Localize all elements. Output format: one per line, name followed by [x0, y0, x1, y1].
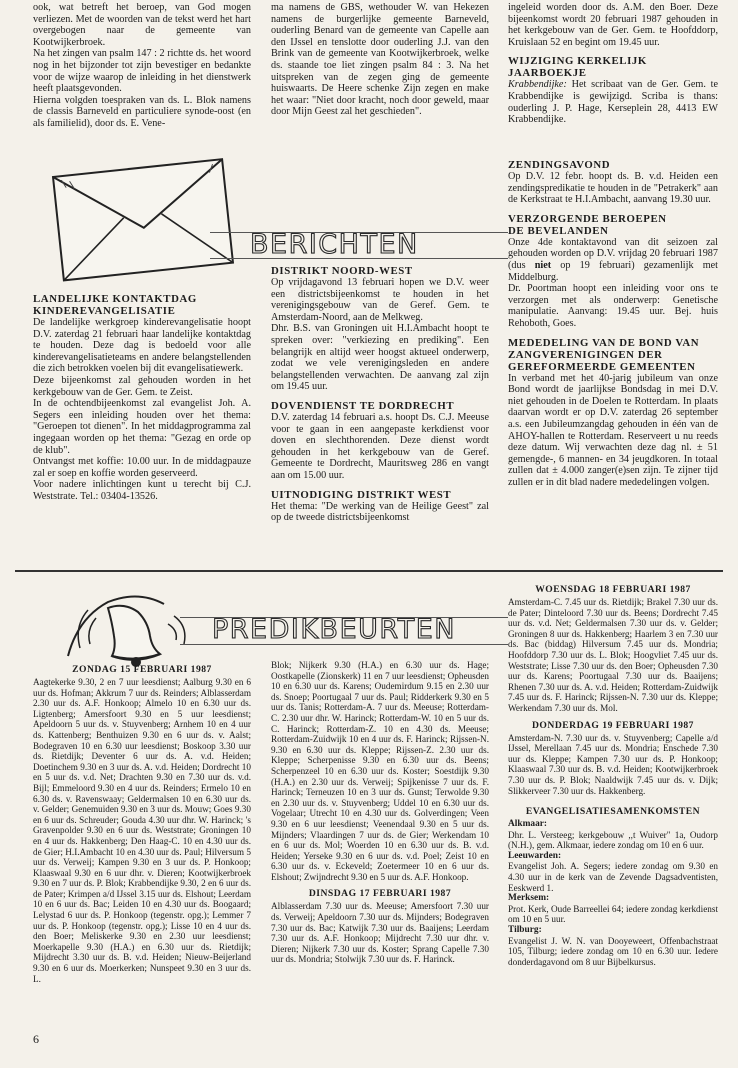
section-heading: ZENDINGSAVOND	[508, 159, 611, 171]
paragraph	[508, 79, 718, 125]
heading-line: LANDELIJKE KONTAKTDAG	[33, 293, 197, 305]
predikbeurten-column-3	[508, 584, 718, 967]
paragraph: ook, wat betreft het beroep, van God mogen verliezen. Met de woorden van de tekst werd het hart overgebogen naar de gemeente van Kootwijkerbroek.	[33, 2, 251, 48]
section-heading: WIJZIGING KERKELIJK JAARBOEKJE	[508, 55, 647, 80]
heading-line: GEREFORMEERDE GEMEENTEN	[508, 360, 696, 373]
place-label: Tilburg:	[508, 925, 542, 936]
day-heading: DONDERDAG 19 FEBRUARI 1987	[532, 719, 694, 731]
paragraph	[508, 237, 718, 283]
page-number: 6	[33, 1032, 39, 1046]
evangelisatie-item	[508, 819, 718, 851]
paragraph: Na het zingen van psalm 147 : 2 richtte ds. het woord nog in het bijzonder tot zijn bevestiger en bedankte voor de wijze waarop de inleiding in het dienstwerk heeft plaatsgevonden.	[33, 48, 251, 95]
section-heading: UITNODIGING DISTRIKT WEST	[271, 488, 452, 501]
paragraph: ma namens de GBS, wethouder W. van Hekezen namens de burgerlijke gemeente Barneveld, ouderling Benard van de gemeente van Capelle aan den IJssel en tenslotte door ouderling J.J. van den Brink van de gemeente van Kootwijkerbroek, welke ds. staande toe liet zingen psalm 84 : 3. Na het uitspreken van de zegen ging de gemeente huiswaarts. De Heere schenke Zijn zegen en make het waar: "Niet door kracht, noch door geweld, maar door Mijn Geest zal het geschieden".	[271, 2, 489, 118]
paragraph: Ontvangst met koffie: 10.00 uur. In de middagpauze zal er soep en koffie worden geserveerd.	[33, 456, 251, 479]
heading-line: MEDEDELING VAN DE BOND VAN	[508, 336, 700, 349]
paragraph: Dhr. L. Versteeg; kerkgebouw ,,t Wuiver" 1a, Oudorp (N.H.), gem. Alkmaar, iedere zondag om 10 en 6 uur.	[508, 829, 718, 851]
evangelisatie-item	[508, 851, 718, 893]
berichten-column-1	[33, 293, 251, 503]
service-list: Alblasserdam 7.30 uur ds. Meeuse; Amersfoort 7.30 uur ds. Verweij; Apeldoorn 7.30 uur ds. Mijnders; Bodegraven 7.30 uur ds. Bac; Katwijk 7.30 uur ds. Baaijens; Leerdam 7.30 uur ds. A.F. Honkoop; Mijdrecht 7.30 uur dhr. v. Dieren; Nijkerk 7.30 uur ds. Koster; Sprang Capelle 7.30 uur ds. Mondria; Stolwijk 7.30 uur ds. F. Harinck.	[271, 901, 489, 965]
day-heading: EVANGELISATIESAMENKOMSTEN	[525, 806, 701, 818]
evangelisatie-item	[508, 925, 718, 967]
heading-line: ZANGVERENIGINGEN DER	[508, 348, 663, 361]
paragraph: Evangelist Joh. A. Segers; iedere zondag om 9.30 en 4.30 uur in de kerk van de Zevende Dagsadventisten, Eeskwerd 1.	[508, 861, 718, 893]
predikbeurten-column-2	[271, 660, 489, 965]
service-list: Aagtekerke 9.30, 2 en 7 uur leesdienst; Aalburg 9.30 en 6 uur ds. Hofman; Akkrum 7 uur ds. Reinders; Alblasserdam 2.30 uur ds. A.F. Honkoop; Almelo 10 en 6.30 uur ds. Ligtenberg; Amersfoort 9.30 en 5 uur leesdienst; Apeldoorn 5 uur ds. v. Stuyvenberg; Arnhem 10 en 4 uur ds. Kattenberg; Benthuizen 9.30 en 6 uur ds. v. Aalst; Bodegraven 10 en 6.30 uur leesdienst; Boskoop 3.30 uur ds. Rietdijk; Deventer 6 uur ds. A. v.d. Heiden; Doetinchem 9.30 en 3 uur ds. A. v.d. Heiden; Dordrecht 10 en 5 uur ds. v.d. Net; Drachten 9.30 en 7.30 uur ds. v.d. Bijl; Emmeloord 9.30 en 4 uur ds. Reinders; Ermelo 10 en 6.30 ds. v. Ravenswaay; Geldermalsen 10 en 6.30 uur ds. v. Gelder; Genemuiden 9.30 en 3 uur ds. Mouw; Goes 9.30 en 6 uur ds. Schreuder; Gouda 4.30 uur dhr. W. Harinck; 's Gravenpolder 9.30 en 6 uur ds. Weststrate; Groningen 10 en 4 uur ds. Hakkenberg; Den Haag-C. 10 en 4.30 uur ds. de Gier; H.I.Ambacht 10 en 4.30 uur ds. Paul; Hilversum 5 uur ds. Verweij; Kampen 9.30 en 3 uur ds. P. Honkoop; Klaaswaal 9.30 en 6 uur dhr. v. Dieren; Kootwijkerbroek 9.30 en 7 uur ds. P. Blok; Krabbendijke 9.30, 2 en 6 uur ds. de Pater; Krimpen a/d IJssel 3.15 uur ds. Elshout; Leerdam 10 en 6 uur ds. Bac; Leiden 10 en 4.30 uur ds. Boogaard; Lelystad 6 uur ds. P. Honkoop (tegenstr. opg.); Lemmer 7 uur ds. P. Honkoop (tegenstr. opg.); Lisse 10 en 4 uur ds. den Boer; Meliskerke 9.30 en 2.30 uur leesdienst; Moerkapelle 9.30 (H.A.) en 6.30 uur ds. Rietdijk; Mijdrecht 3.30 uur ds. B. v.d. Heiden; Nieuw-Beijerland 9.30 en 6 uur ds. Moerkerken; Nunspeet 9.30 en 3 uur ds. L.	[33, 677, 251, 984]
paragraph: Op vrijdagavond 13 februari hopen we D.V. weer een districtsbijeenkomst te houden in het verenigingsgebouw van de Geref. Gem. te Amsterdam-Noord, aan de Melkweg.	[271, 277, 489, 323]
day-heading: ZONDAG 15 FEBRUARI 1987	[72, 664, 212, 675]
section-divider	[15, 570, 723, 572]
section-heading	[508, 337, 718, 373]
emphasis-text: niet	[534, 259, 552, 271]
paragraph: In verband met het 40-jarig jubileum van onze Bond wordt de jaarlijkse Bondsdag in mei D.V. niet gehouden in de Doelen te Rotterdam. In plaats daarvan wordt er op D.V. zaterdag 26 september a.s. een Jubileumzangdag gehouden in één van de AHOY-hallen te Rotterdam. Reserveert u nu reeds deze datum. Wij verwachten deze dag nl. ± 51 gemengde-, 6 mannen- en 34 jeugdkoren. In totaal zullen dat ± 4.000 zanger(e)sen zijn. Te zijner tijd zullen er in dit blad nadere mededelingen volgen.	[508, 372, 718, 488]
paragraph: In de ochtendbijeenkomst zal evangelist Joh. A. Segers een inleiding houden over het thema: "Geroepen tot dienen". In het middagprogramma zal ingegaan worden op het thema: "Gezag en orde op de klub".	[33, 398, 251, 456]
berichten-column-2	[271, 258, 489, 524]
place-label: Leeuwarden:	[508, 850, 562, 861]
paragraph: Prot. Kerk, Oude Barreellei 64; iedere zondag kerkdienst om 10 en 5 uur.	[508, 903, 718, 925]
paragraph-text: Het scribaat van de Ger. Gem. te Krabbendijke is gewijzigd. Scriba is thans: ouderling J. P. Hage, Kerseplein 28, 4413 EW Krabbendijke.	[508, 79, 718, 126]
section-heading	[508, 213, 718, 237]
service-list: Amsterdam-N. 7.30 uur ds. v. Stuyvenberg; Capelle a/d IJssel, Merellaan 7.45 uur ds. Mondria; Enschede 7.30 uur ds. Kleppe; Kampen 7.30 uur ds. P. Honkoop; Klaaswaal 7.30 uur ds. B. v.d. Heiden; Kootwijkerbroek 7.30 uur ds. P. Blok; Naaldwijk 7.45 uur ds. v. Dijk; Slikkerveer 7.30 uur ds. Hakkenberg.	[508, 732, 718, 796]
paragraph: ingeleid worden door ds. A.M. den Boer. Deze bijeenkomst wordt 20 februari 1987 gehouden in het kerkgebouw van de Ger. Gem. te Hoofddorp, Kruislaan 52 en begint om 19.45 uur.	[508, 2, 718, 48]
section-heading	[33, 293, 251, 317]
section-heading: DISTRIKT NOORD-WEST	[271, 265, 413, 277]
day-heading: WOENSDAG 18 FEBRUARI 1987	[535, 584, 691, 595]
berichten-envelope-icon	[30, 150, 252, 290]
berichten-banner-title: BERICHTEN	[250, 229, 419, 260]
paragraph: Dr. Poortman hoopt een inleiding voor ons te verzorgen met als onderwerp: Genetische manipulatie. Aanvang: 19.45 uur. Bej. huis Rehoboth, Goes.	[508, 283, 718, 329]
service-list: Blok; Nijkerk 9.30 (H.A.) en 6.30 uur ds. Hage; Oostkapelle (Zionskerk) 11 en 7 uur leesdienst; Opheusden 10 en 6.30 uur ds. Karens; Oudemirdum 9.15 en 2.30 uur ds. Snoep; Poortugaal 7 uur ds. Paul; Ridderkerk 9.30 en 5 uur ds. Tanis; Rotterdam-A. 7 uur ds. Meeuse; Rotterdam-C. 2.30 uur dhr. W. Harinck; Rotterdam-W. 10 en 5 uur ds. C. Harinck; Rotterdam-Z. 10 en 4.30 ds. Meeuse; Rotterdam-Zuidwijk 10 en 4 uur ds. F. Harinck; Rijssen-N. 9.30 en 6.30 uur ds. Kleppe; Rijssen-Z. 2.30 uur ds. Kleppe; Scherpenisse 9.30 en 6.30 uur ds. Beens; Scherpenzeel 10 en 6.30 uur ds. Koster; Soestdijk 9.30 (H.A.) en 2.30 uur ds. Verweij; Spijkenisse 7 uur ds. F. Harinck; Terneuzen 10 en 3 uur ds. Gunst; Terwolde 9.30 en 2.30 uur ds. v. Stuyvenberg; Uddel 10 en 6.30 uur ds. Vogelaar; Utrecht 10 en 4.30 uur ds. Golverdingen; Veen 9.30 en 6 uur leesdienst; Veenendaal 9.30 en 5 uur ds. Mijnders; Vlaardingen 7 uur ds. de Gier; Werkendam 10 en 6 uur ds. Mol; Woerden 10 en 6.30 uur ds. B. v.d. Heiden; Yerseke 9.30 en 6 uur ds. v.d. Poel; Zeist 10 en 6.30 uur ds. v. Eckeveld; Zoetermeer 10 en 6 uur ds. Elshout; Zwijndrecht 9.30 en 5 uur ds. A.F. Honkoop.	[271, 660, 489, 882]
paragraph: Evangelist J. W. N. van Dooyeweert, Offenbachstraat 105, Tilburg; iedere zondag om 10 en 6.30 uur. Iedere donderdagavond om 8 uur Bijbelkursus.	[508, 935, 718, 967]
evangelisatie-item	[508, 893, 718, 925]
predikbeurten-banner-title: PREDIKBEURTEN	[212, 614, 456, 645]
heading-line: VERZORGENDE BEROEPEN	[508, 212, 667, 225]
paragraph: Dhr. B.S. van Groningen uit H.I.Ambacht hoopt te spreken over: "verkiezing en prediking". Een belangrijk en altijd weer hoogst aktueel onderwerp, zodat we vele verenigingsleden en andere belangstellenden verwachten. De aanvang zal zijn om 19.45 uur.	[271, 323, 489, 393]
top-column-2	[271, 2, 489, 118]
paragraph-text: Onze 4de kontaktavond van dit seizoen zal gehouden worden op D.V. vrijdag 20 februari 1987 (dus	[508, 236, 718, 271]
paragraph: Hierna volgden toespraken van ds. L. Blok namens de classis Barneveld en particuliere synode-oost (en als familielid), door ds. E. Vene-	[33, 94, 251, 129]
place-label: Merksem:	[508, 893, 550, 904]
predikbeurten-column-1	[33, 664, 251, 984]
place-label: Alkmaar:	[508, 819, 548, 830]
section-heading: DOVENDIENST TE DORDRECHT	[271, 399, 455, 412]
heading-line: DE BEVELANDEN	[508, 224, 609, 237]
paragraph: De landelijke werkgroep kinderevangelisatie hoopt D.V. zaterdag 21 februari haar landelijke kontaktdag te houden. Deze dag is bedoeld voor alle kinderevangelisatieteams en andere belangstellenden die zich betrokken voelen bij dit evangelisatiewerk.	[33, 317, 251, 375]
paragraph: D.V. zaterdag 14 februari a.s. hoopt Ds. C.J. Meeuse voor te gaan in een aangepaste kerkdienst voor doven en slechthorenden. Deze dienst wordt gehouden in het kerkgebouw van de Geref. Gemeente te Dordrecht, Mauritsweg 286 en vangt aan om 15.00 uur.	[271, 411, 489, 481]
paragraph: Op D.V. 12 febr. hoopt ds. B. v.d. Heiden een zendingspredikatie te houden in de "Petrakerk" aan de Kerkstraat te H.I.Ambacht, aanvang 19.30 uur.	[508, 171, 718, 206]
church-bell-icon	[38, 578, 208, 678]
paragraph: Voor nadere inlichtingen kunt u terecht bij C.J. Weststrate. Tel.: 03404-13526.	[33, 479, 251, 502]
berichten-column-3	[508, 152, 718, 488]
paragraph: Deze bijeenkomst zal gehouden worden in het kerkgebouw van de Ger. Gem. te Zeist.	[33, 374, 251, 398]
heading-line: KINDEREVANGELISATIE	[33, 305, 176, 317]
paragraph-text: op 19 februari) gezamenlijk met Middelburg.	[508, 259, 719, 283]
top-column-1	[33, 2, 251, 130]
place-label: Krabbendijke:	[508, 79, 567, 91]
service-list: Amsterdam-C. 7.45 uur ds. Rietdijk; Brakel 7.30 uur ds. de Pater; Dinteloord 7.30 uur ds. Beens; Dordrecht 7.45 uur ds. v.d. Net; Geldermalsen 7.30 uur ds. v. Gelder; Groningen 8 uur ds. Hakkenberg; Haarlem 3 en 7.30 uur ds. Bac (biddag) Hilversum 7.45 uur ds. Mondria; Hoofddorp 7.30 uur ds. L. Blok; Hoogvliet 7.45 uur ds. Weststrate; Lisse 7.30 uur ds. den Boer; Opheusden 7.30 uur ds. Karens; Poortugaal 7.30 uur ds. Baaijens; Rhenen 7.30 uur ds. A. v.d. Heiden; Rotterdam-Zuidwijk 7.45 uur ds. F. Harinck; Rijssen-N. 7.30 uur ds. Kleppe; Werkendam 7.30 uur ds. Mol.	[508, 597, 718, 713]
paragraph: Het thema: "De werking van de Heilige Geest" zal op de tweede districtsbijeenkomst	[271, 500, 489, 524]
top-column-3	[508, 2, 718, 126]
day-heading: DINSDAG 17 FEBRUARI 1987	[308, 888, 452, 900]
